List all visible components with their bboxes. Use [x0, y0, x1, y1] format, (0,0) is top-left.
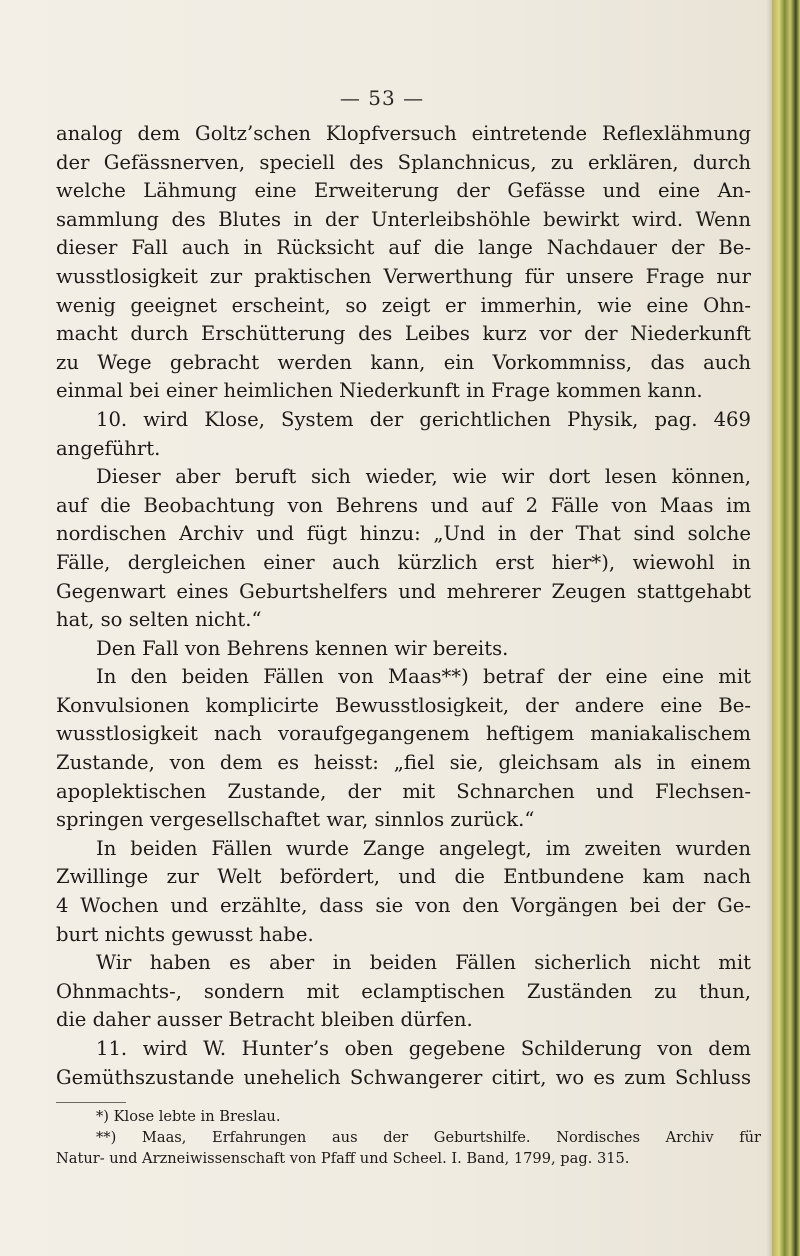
text-line: analog dem Goltz’schen Klopfversuch eintretende Reflexlähmung — [56, 122, 751, 145]
text-line: hat, so selten nicht.“ — [56, 608, 262, 632]
footnotes — [56, 1106, 761, 1169]
text-line: 10. wird Klose, System der gerichtlichen Physik, pag. 469 — [96, 407, 751, 431]
footnote-1: *) Klose lebte in Breslau. — [96, 1108, 281, 1125]
footnote-divider — [56, 1102, 126, 1103]
text-line: Zwillinge zur Welt befördert, und die Entbundene kam nach — [56, 865, 751, 889]
text-line: zu Wege gebracht werden kann, ein Vorkommniss, das auch — [56, 350, 751, 374]
text-line: wusstlosigkeit nach voraufgegangenem heftigem maniakalischem — [56, 722, 751, 746]
text-line: Den Fall von Behrens kennen wir bereits. — [96, 636, 509, 660]
text-line: Wir haben es aber in beiden Fällen sicherlich nicht mit — [96, 951, 751, 975]
body-text — [56, 120, 751, 1092]
text-line: nordischen Archiv und fügt hinzu: „Und in der That sind solche — [56, 522, 751, 546]
text-line: apoplektischen Zustande, der mit Schnarchen und Flechsen- — [56, 779, 751, 803]
text-line: In den beiden Fällen von Maas**) betraf der eine eine mit — [96, 665, 751, 689]
text-line: wusstlosigkeit zur praktischen Verwerthung für unsere Frage nur — [56, 264, 751, 288]
text-line: Zustande, von dem es heisst: „fiel sie, gleichsam als in einem — [56, 751, 751, 775]
text-line: In beiden Fällen wurde Zange angelegt, im zweiten wurden — [96, 836, 751, 860]
text-line: 4 Wochen und erzählte, dass sie von den Vorgängen bei der Ge- — [56, 894, 751, 918]
text-line: welche Lähmung eine Erweiterung der Gefässe und eine An- — [56, 179, 751, 203]
book-spine-edge — [772, 0, 800, 1256]
text-line: wenig geeignet erscheint, so zeigt er immerhin, wie eine Ohn- — [56, 293, 751, 317]
text-line: 11. wird W. Hunter’s oben gegebene Schilderung von dem — [96, 1037, 751, 1060]
text-line: dieser Fall auch in Rücksicht auf die lange Nachdauer der Be- — [56, 236, 751, 260]
page-number: — 53 — — [339, 86, 425, 110]
text-line: einmal bei einer heimlichen Niederkunft in Frage kommen kann. — [56, 379, 703, 403]
text-line: Dieser aber beruft sich wieder, wie wir dort lesen können, — [96, 465, 751, 489]
footnote-2-line-2: Natur- und Arzneiwissenschaft von Pfaff und Scheel. I. Band, 1799, pag. 315. — [56, 1150, 630, 1167]
text-line: springen vergesellschaftet war, sinnlos zurück.“ — [56, 808, 535, 832]
text-line: sammlung des Blutes in der Unterleibshöhle bewirkt wird. Wenn — [56, 207, 751, 231]
text-line: auf die Beobachtung von Behrens und auf 2 Fälle von Maas im — [56, 493, 751, 517]
text-line: der Gefässnerven, speciell des Splanchnicus, zu erklären, durch — [56, 150, 751, 174]
text-line: Fälle, dergleichen einer auch kürzlich erst hier*), wiewohl in — [56, 550, 751, 574]
text-line: die daher ausser Betracht bleiben dürfen. — [56, 1008, 473, 1032]
footnote-2-line-1: **) Maas, Erfahrungen aus der Geburtshilfe. Nordisches Archiv für — [96, 1129, 761, 1146]
text-line: Konvulsionen komplicirte Bewusstlosigkeit, der andere eine Be- — [56, 693, 751, 717]
text-line: angeführt. — [56, 436, 161, 460]
text-line: macht durch Erschütterung des Leibes kurz vor der Niederkunft — [56, 322, 751, 346]
text-line: Gegenwart eines Geburtshelfers und mehrerer Zeugen stattgehabt — [56, 579, 751, 603]
text-line: Gemüthszustande unehelich Schwangerer citirt, wo es zum Schluss — [56, 1065, 751, 1089]
text-line: burt nichts gewusst habe. — [56, 922, 314, 946]
text-line: Ohnmachts-, sondern mit eclamptischen Zuständen zu thun, — [56, 979, 751, 1003]
